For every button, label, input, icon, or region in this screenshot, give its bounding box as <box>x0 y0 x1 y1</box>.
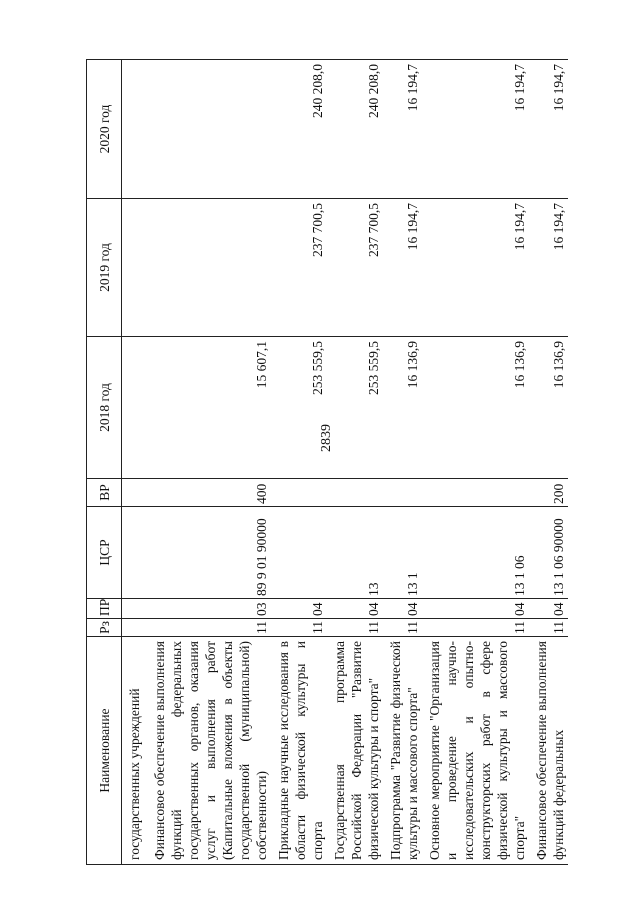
row-csr-cell: 13 1 <box>383 507 422 599</box>
row-2018-cell: 253 559,5 <box>271 337 327 479</box>
table-row <box>147 60 271 865</box>
row-2018-cell <box>122 337 148 479</box>
budget-table-sheet <box>86 60 596 865</box>
row-2019-cell <box>147 199 271 337</box>
row-vr-cell <box>422 479 529 507</box>
row-vr-cell: 400 <box>147 479 271 507</box>
row-csr-cell <box>271 507 327 599</box>
row-csr-cell: 13 1 06 90000 <box>529 507 568 599</box>
table-row <box>327 60 383 865</box>
row-vr-cell: 200 <box>529 479 568 507</box>
row-2020-cell: 16 194,7 <box>383 60 422 199</box>
row-rz-cell: 11 <box>327 619 383 637</box>
row-name-cell: Подпрограмма "Развитие физической культуры и массового спорта" <box>383 637 422 865</box>
row-vr-cell <box>327 479 383 507</box>
row-name-cell: Прикладные научные исследования в области физической культуры и спорта <box>271 637 327 865</box>
header-2020: 2020 год <box>87 60 122 199</box>
header-pr: ПР <box>87 599 122 619</box>
header-rz: Рз <box>87 619 122 637</box>
row-pr-cell: 04 <box>327 599 383 619</box>
row-pr-cell: 04 <box>271 599 327 619</box>
row-rz-cell: 11 <box>383 619 422 637</box>
row-pr-cell <box>122 599 148 619</box>
row-2020-cell <box>122 60 148 199</box>
row-2018-cell: 16 136,9 <box>422 337 529 479</box>
table-header <box>87 60 122 865</box>
row-pr-cell: 03 <box>147 599 271 619</box>
page-number: 2839 <box>319 424 334 452</box>
header-2019: 2019 год <box>87 199 122 337</box>
row-pr-cell: 04 <box>422 599 529 619</box>
row-2018-cell: 16 136,9 <box>383 337 422 479</box>
table-row <box>383 60 422 865</box>
row-2019-cell: 16 194,7 <box>383 199 422 337</box>
row-rz-cell: 11 <box>422 619 529 637</box>
row-name-cell: Основное мероприятие "Организация и проведение научно-исследовательских и опытно-конструкторских работ в сфере физической культуры и массового спорта" <box>422 637 529 865</box>
row-2020-cell: 16 194,7 <box>529 60 568 199</box>
row-csr-cell: 13 <box>327 507 383 599</box>
header-2018: 2018 год <box>87 337 122 479</box>
row-2019-cell: 237 700,5 <box>327 199 383 337</box>
table-row <box>122 60 148 865</box>
row-rz-cell <box>122 619 148 637</box>
row-2018-cell: 16 136,9 <box>529 337 568 479</box>
row-vr-cell <box>271 479 327 507</box>
row-2020-cell <box>147 60 271 199</box>
row-2020-cell: 16 194,7 <box>422 60 529 199</box>
table-row <box>422 60 529 865</box>
header-vr: ВР <box>87 479 122 507</box>
row-pr-cell: 04 <box>529 599 568 619</box>
row-2020-cell: 240 208,0 <box>271 60 327 199</box>
row-name-cell: государственных учреждений <box>122 637 148 865</box>
row-2018-cell: 15 607,1 <box>147 337 271 479</box>
table-body <box>122 60 569 865</box>
row-2019-cell: 16 194,7 <box>529 199 568 337</box>
header-name: Наименование <box>87 637 122 865</box>
row-2020-cell: 240 208,0 <box>327 60 383 199</box>
row-rz-cell: 11 <box>271 619 327 637</box>
row-vr-cell <box>122 479 148 507</box>
row-name-cell: Финансовое обеспечение выполнения функций федеральных <box>529 637 568 865</box>
row-2019-cell: 237 700,5 <box>271 199 327 337</box>
row-rz-cell: 11 <box>147 619 271 637</box>
row-2018-cell: 253 559,5 <box>327 337 383 479</box>
row-vr-cell <box>383 479 422 507</box>
table-row <box>529 60 568 865</box>
row-2019-cell <box>122 199 148 337</box>
row-csr-cell: 13 1 06 <box>422 507 529 599</box>
row-pr-cell: 04 <box>383 599 422 619</box>
table-row <box>271 60 327 865</box>
row-csr-cell <box>122 507 148 599</box>
row-name-cell: Государственная программа Российской Федерации "Развитие физической культуры и спорта" <box>327 637 383 865</box>
budget-table <box>86 59 568 865</box>
row-rz-cell: 11 <box>529 619 568 637</box>
row-name-cell: Финансовое обеспечение выполнения функций федеральных государственных органов, оказания услуг и выполнения работ (Капитальные вложения в объекты государственной (муниципальной) собственности) <box>147 637 271 865</box>
row-2019-cell: 16 194,7 <box>422 199 529 337</box>
header-csr: ЦСР <box>87 507 122 599</box>
row-csr-cell: 89 9 01 90000 <box>147 507 271 599</box>
